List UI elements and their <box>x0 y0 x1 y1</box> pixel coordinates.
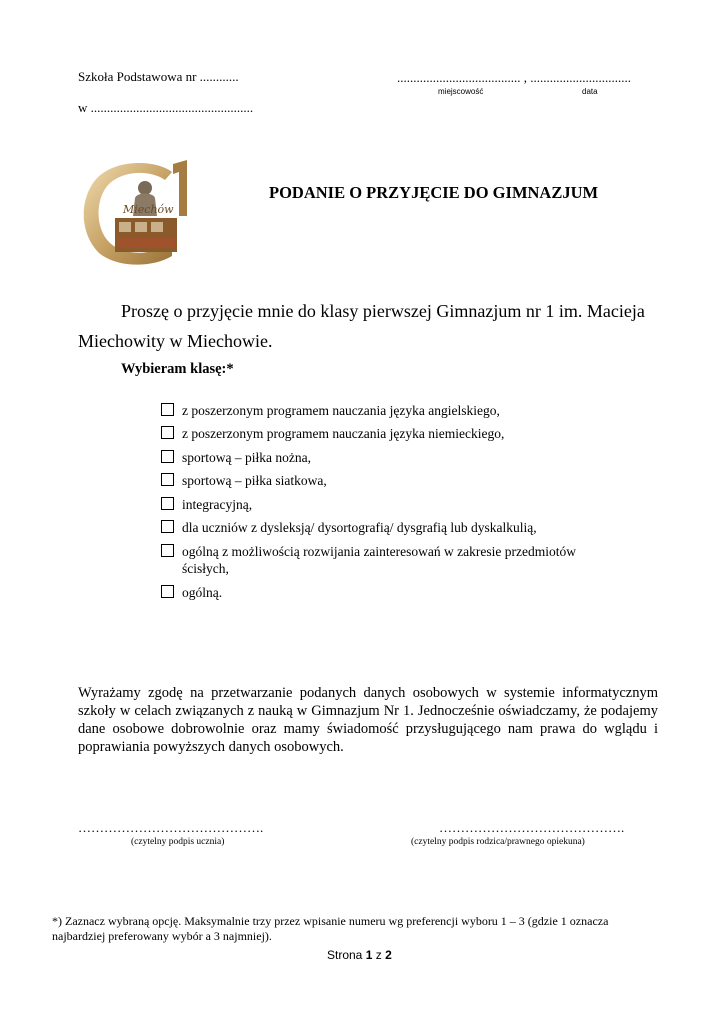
footnote: *) Zaznacz wybraną opcję. Maksymalnie trzy przez wpisanie numeru wg preferencji wyboru 1 – 3 (gdzie 1 oznacza najbardziej preferowany wybór a 3 najmniej). <box>52 914 609 943</box>
request-line-1: Proszę o przyjęcie mnie do klasy pierwszej Gimnazjum nr 1 im. Macieja <box>121 301 645 321</box>
option-checkbox[interactable] <box>161 585 174 598</box>
choose-class-label: Wybieram klasę:* <box>121 361 234 377</box>
consent-paragraph: Wyrażamy zgodę na przetwarzanie podanych danych osobowych w systemie informatycznym szkoły w celach związanych z nauką w Gimnazjum Nr 1. Jednocześnie oświadczamy, że podajemy dane osobowe dobrowolnie oraz mamy świadomość przysługującego nam prawa do wglądu i poprawiania powyższych danych osobowych. <box>78 685 658 755</box>
option-checkbox[interactable] <box>161 473 174 486</box>
option-label: ogólną z możliwością rozwijania zainteresowań w zakresie przedmiotów ścisłych, <box>182 544 576 576</box>
date-caption: data <box>582 87 598 96</box>
parent-signature-line: ……………………………………. <box>439 820 625 835</box>
request-line-2: Miechowity w Miechowie. <box>78 331 273 351</box>
logo-text: Miechów <box>123 203 174 216</box>
option-label: dla uczniów z dysleksją/ dysortografią/ dysgrafią lub dyskalkulią, <box>182 520 537 535</box>
school-number-line: Szkoła Podstawowa nr ............ <box>78 69 239 84</box>
option-label: sportową – piłka nożna, <box>182 450 311 465</box>
place-date-line: ...................................... , ............................... <box>397 70 631 85</box>
page-total: 2 <box>385 948 392 962</box>
option-label: z poszerzonym programem nauczania języka niemieckiego, <box>182 426 505 441</box>
option-label: integracyjną, <box>182 497 253 512</box>
school-logo <box>77 158 200 268</box>
school-place-line: w .................................................. <box>78 100 254 115</box>
page-label: Strona <box>327 948 363 962</box>
parent-signature-caption: (czytelny podpis rodzica/prawnego opiekuna) <box>411 837 585 847</box>
option-label: sportową – piłka siatkowa, <box>182 473 327 488</box>
option-checkbox[interactable] <box>161 450 174 463</box>
page-current: 1 <box>365 948 373 962</box>
option-checkbox[interactable] <box>161 426 174 439</box>
option-checkbox[interactable] <box>161 520 174 533</box>
option-checkbox[interactable] <box>161 544 174 557</box>
student-signature-caption: (czytelny podpis ucznia) <box>131 837 225 847</box>
option-label: z poszerzonym programem nauczania języka angielskiego, <box>182 403 500 418</box>
place-caption: miejscowość <box>438 87 484 96</box>
student-signature-line: ……………………………………. <box>78 820 264 835</box>
option-checkbox[interactable] <box>161 403 174 416</box>
option-label: ogólną. <box>182 585 223 600</box>
page-title: PODANIE O PRZYJĘCIE DO GIMNAZJUM <box>269 183 599 202</box>
page-number <box>327 948 392 962</box>
option-checkbox[interactable] <box>161 497 174 510</box>
page-of: z <box>375 948 382 962</box>
